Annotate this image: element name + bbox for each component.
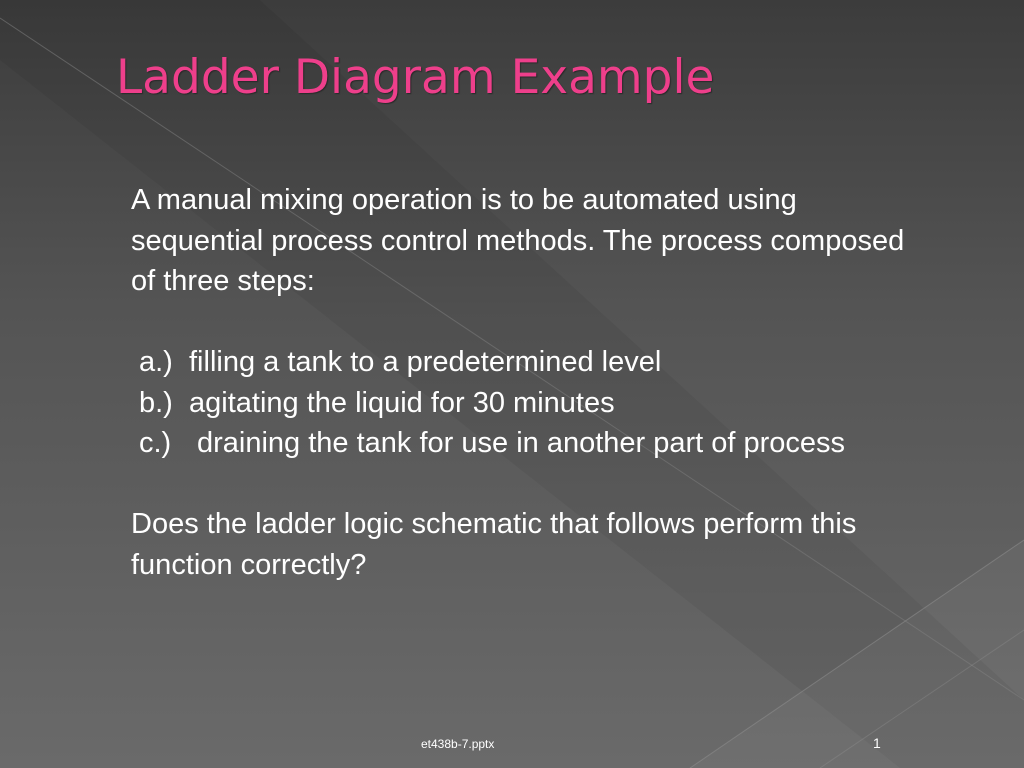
spacer — [131, 302, 931, 343]
step-item — [139, 423, 931, 464]
step-item — [139, 342, 931, 383]
spacer — [131, 464, 931, 505]
slide-body — [131, 180, 931, 585]
step-text: filling a tank to a predetermined level — [189, 346, 662, 378]
step-text: agitating the liquid for 30 minutes — [189, 386, 615, 419]
slide-number: 1 — [873, 735, 881, 751]
intro-paragraph: A manual mixing operation is to be automated using sequential process control methods. The process composed of three steps: — [131, 184, 905, 297]
footer-filename: et438b-7.pptx — [421, 737, 495, 751]
question-paragraph: Does the ladder logic schematic that follows perform this function correctly? — [131, 508, 857, 581]
step-item — [139, 383, 931, 424]
slide-title: Ladder Diagram Example — [116, 50, 715, 105]
step-label: a.) — [139, 346, 173, 378]
step-text: draining the tank for use in another part of process — [197, 427, 846, 459]
step-label: c.) — [139, 427, 172, 459]
step-label: b.) — [139, 386, 173, 419]
